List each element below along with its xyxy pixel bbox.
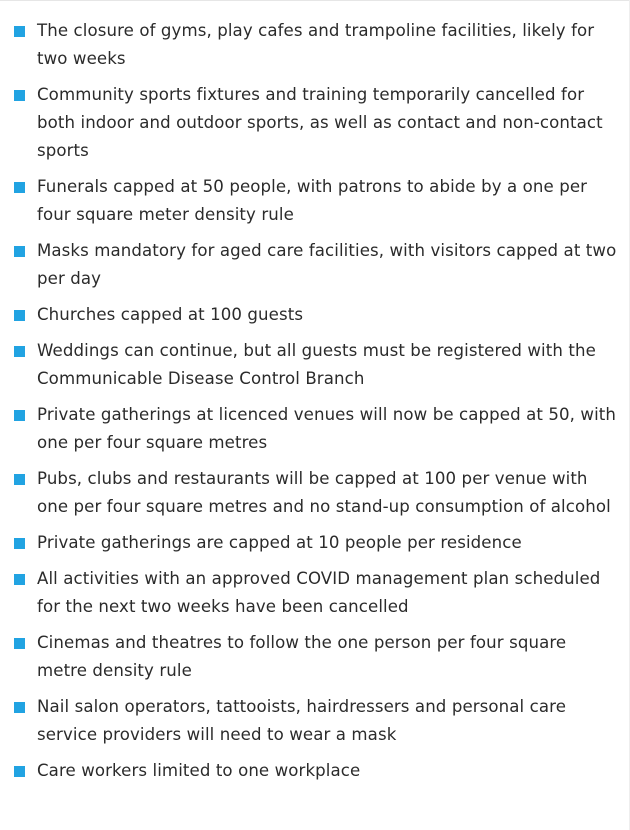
square-bullet-icon: [14, 90, 25, 101]
list-item-text: Community sports fixtures and training temporarily cancelled for both indoor and outdoor sports, as well as contact and non-contact sports: [37, 85, 603, 160]
list-item: [0, 301, 630, 329]
list-item: [0, 173, 630, 229]
list-item-text: Private gatherings are capped at 10 people per residence: [37, 533, 522, 552]
square-bullet-icon: [14, 182, 25, 193]
square-bullet-icon: [14, 26, 25, 37]
list-item-text: Funerals capped at 50 people, with patrons to abide by a one per four square meter density rule: [37, 177, 588, 224]
list-item: [0, 693, 630, 749]
square-bullet-icon: [14, 346, 25, 357]
square-bullet-icon: [14, 766, 25, 777]
list-item: [0, 17, 630, 73]
list-item-text: Cinemas and theatres to follow the one person per four square metre density rule: [37, 633, 567, 680]
list-item-text: Churches capped at 100 guests: [37, 305, 304, 324]
square-bullet-icon: [14, 574, 25, 585]
list-item-text: All activities with an approved COVID management plan scheduled for the next two weeks have been cancelled: [37, 569, 601, 616]
list-item-text: Masks mandatory for aged care facilities, with visitors capped at two per day: [37, 241, 617, 288]
list-item-text: Nail salon operators, tattooists, hairdressers and personal care service providers will need to wear a mask: [37, 697, 567, 744]
list-item: [0, 237, 630, 293]
list-item: [0, 465, 630, 521]
list-item: [0, 401, 630, 457]
square-bullet-icon: [14, 410, 25, 421]
list-item-text: Weddings can continue, but all guests must be registered with the Communicable Disease Control Branch: [37, 341, 596, 388]
square-bullet-icon: [14, 246, 25, 257]
list-item: [0, 629, 630, 685]
list-item-text: Private gatherings at licenced venues will now be capped at 50, with one per four square metres: [37, 405, 617, 452]
list-item-text: Care workers limited to one workplace: [37, 761, 361, 780]
list-item: [0, 757, 630, 785]
list-item: [0, 337, 630, 393]
square-bullet-icon: [14, 702, 25, 713]
list-item: [0, 565, 630, 621]
square-bullet-icon: [14, 310, 25, 321]
square-bullet-icon: [14, 638, 25, 649]
list-item-text: The closure of gyms, play cafes and trampoline facilities, likely for two weeks: [37, 21, 595, 68]
square-bullet-icon: [14, 538, 25, 549]
list-item-text: Pubs, clubs and restaurants will be capped at 100 per venue with one per four square metres and no stand-up consumption of alcohol: [37, 469, 611, 516]
list-item: [0, 529, 630, 557]
list-item: [0, 81, 630, 165]
square-bullet-icon: [14, 474, 25, 485]
